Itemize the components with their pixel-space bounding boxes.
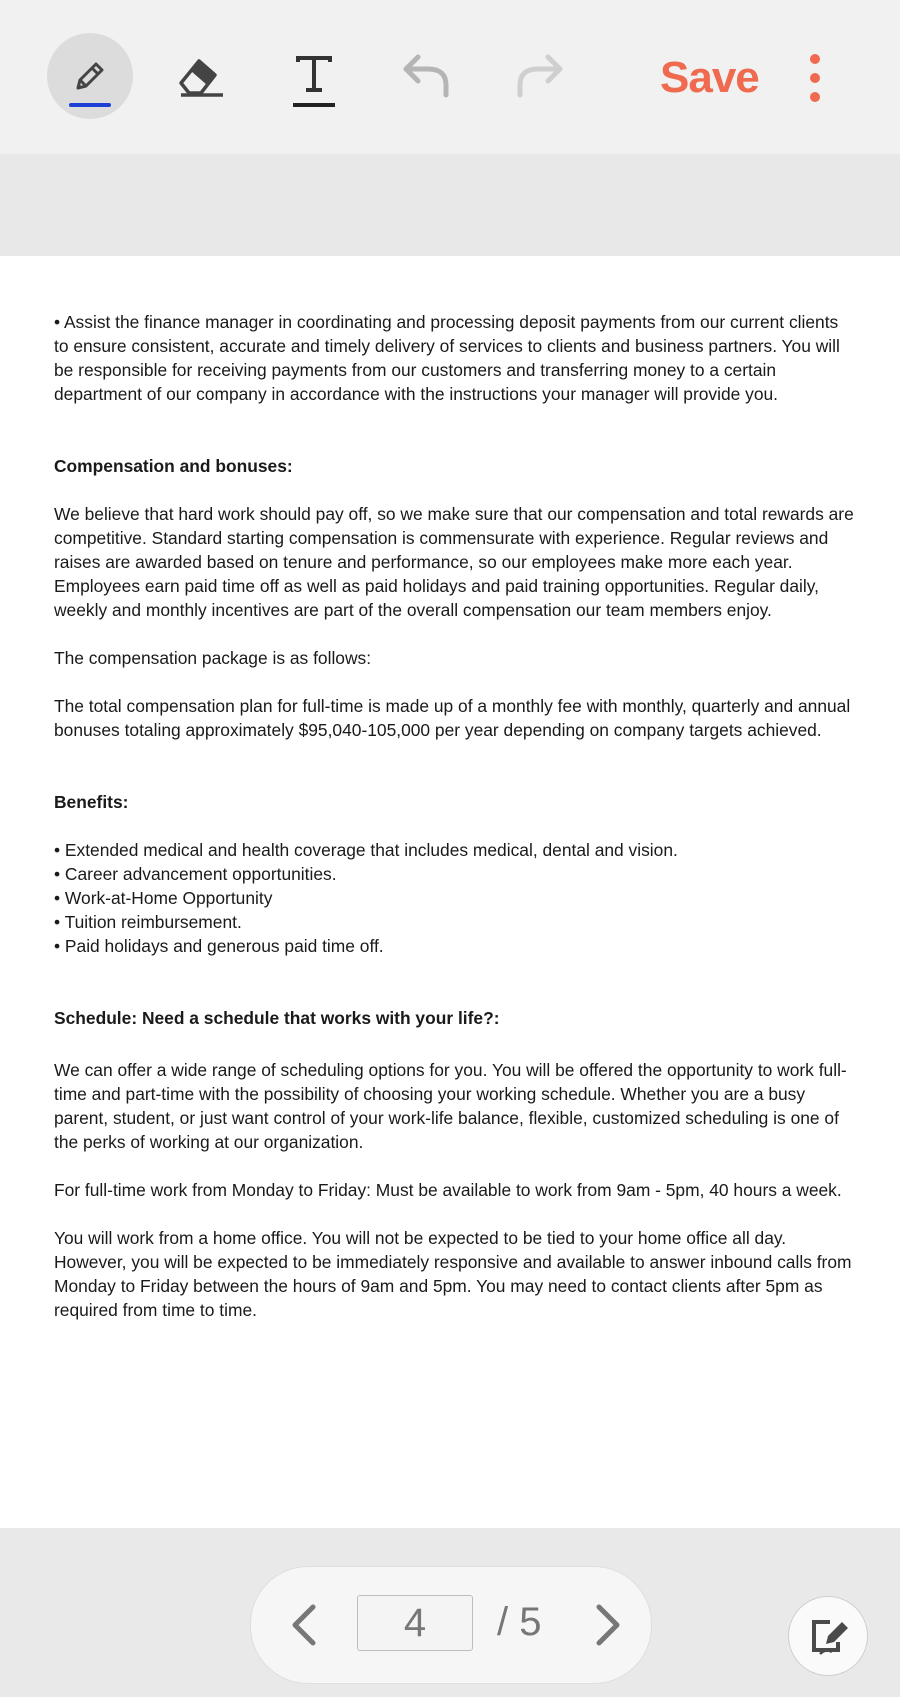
text-tool-button[interactable] xyxy=(271,33,357,119)
sign-edit-button[interactable] xyxy=(788,1596,868,1676)
page-navigator xyxy=(250,1566,652,1684)
sign-edit-icon xyxy=(806,1614,850,1658)
more-vertical-icon xyxy=(810,73,820,83)
benefits-heading: Benefits: xyxy=(54,792,129,812)
schedule-paragraph-2: For full-time work from Monday to Friday: Must be available to work from 9am - 5pm, 40 hours a week. xyxy=(54,1180,842,1200)
text-icon xyxy=(294,54,334,98)
chevron-right-icon xyxy=(581,1599,631,1651)
schedule-heading: Schedule: Need a schedule that works with your life?: xyxy=(54,1008,500,1028)
page-number-input[interactable] xyxy=(357,1595,473,1651)
undo-button[interactable] xyxy=(384,33,470,119)
next-page-button[interactable] xyxy=(581,1599,631,1651)
pen-icon xyxy=(70,56,110,96)
redo-button[interactable] xyxy=(496,33,582,119)
redo-icon xyxy=(514,53,564,99)
document-page xyxy=(0,256,900,1528)
page-gap xyxy=(0,154,900,256)
compensation-paragraph-2: Employees earn paid time off as well as paid holidays and paid training opportunities. Regular daily, weekly and monthly incentives are part of the overall compensation our team members enjoy. xyxy=(54,576,819,620)
benefit-item: • Extended medical and health coverage that includes medical, dental and vision. xyxy=(54,840,678,860)
benefit-item: • Career advancement opportunities. xyxy=(54,864,337,884)
chevron-left-icon xyxy=(281,1599,331,1651)
benefit-item: • Work-at-Home Opportunity xyxy=(54,888,273,908)
page-total-label: / 5 xyxy=(497,1600,542,1644)
more-options-button[interactable] xyxy=(800,50,830,106)
eraser-icon xyxy=(175,53,227,99)
compensation-paragraph-3: The compensation package is as follows: xyxy=(54,648,372,668)
schedule-paragraph-1: We can offer a wide range of scheduling options for you. You will be offered the opportunity to work full-time and part-time with the possibility of choosing your working schedule. Whether you are a busy parent, student, or just want control of your work-life balance, flexible, customized scheduling is one of the perks of working at our organization. xyxy=(54,1060,847,1152)
undo-icon xyxy=(402,53,452,99)
eraser-tool-button[interactable] xyxy=(158,33,244,119)
text-tool-underline xyxy=(293,103,335,107)
pen-active-underline xyxy=(69,103,111,107)
previous-page-button[interactable] xyxy=(281,1599,331,1651)
duty-paragraph: • Assist the finance manager in coordinating and processing deposit payments from our current clients to ensure consistent, accurate and timely delivery of services to clients and business partners. You will be responsible for receiving payments from our customers and transferring money to a certain department of our company in accordance with the instructions your manager will provide you. xyxy=(54,312,840,404)
save-button[interactable]: Save xyxy=(660,48,766,108)
benefit-item: • Paid holidays and generous paid time off. xyxy=(54,936,384,956)
compensation-paragraph-4: The total compensation plan for full-time is made up of a monthly fee with monthly, quarterly and annual bonuses totaling approximately $95,040-105,000 per year depending on company targets achieved. xyxy=(54,696,851,740)
more-vertical-icon xyxy=(810,54,820,64)
more-vertical-icon xyxy=(810,92,820,102)
bottom-bar xyxy=(0,1528,900,1697)
schedule-paragraph-3: You will work from a home office. You will not be expected to be tied to your home office all day. However, you will be expected to be immediately responsive and available to answer inbound calls from Monday to Friday between the hours of 9am and 5pm. You may need to contact clients after 5pm as required from time to time. xyxy=(54,1228,852,1320)
pen-tool-button[interactable] xyxy=(47,33,133,119)
benefit-item: • Tuition reimbursement. xyxy=(54,912,242,932)
document-content xyxy=(54,310,854,1322)
toolbar xyxy=(0,0,900,154)
compensation-paragraph-1: We believe that hard work should pay off, so we make sure that our compensation and total rewards are competitive. Standard starting compensation is commensurate with experience. Regular reviews and raises are awarded based on tenure and performance, so our employees make more each year. xyxy=(54,504,854,572)
compensation-heading: Compensation and bonuses: xyxy=(54,456,293,476)
